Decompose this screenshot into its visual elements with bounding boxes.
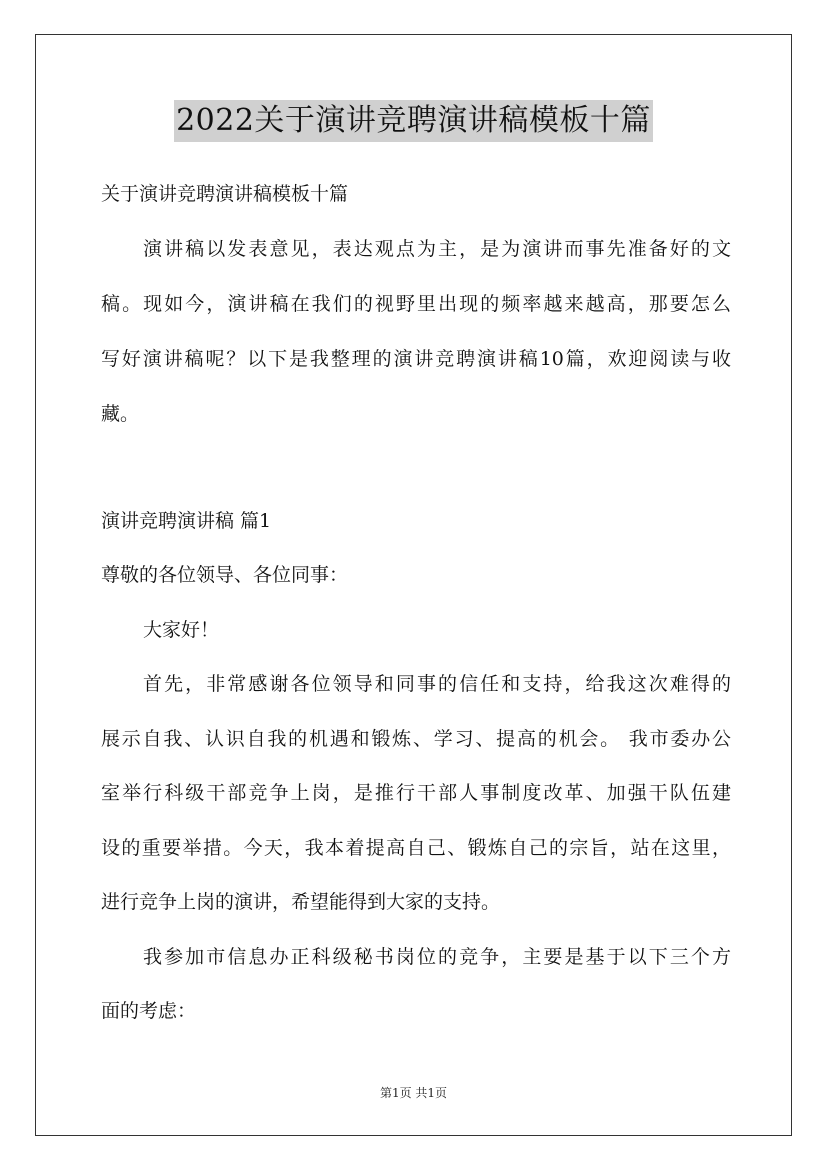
- paragraph-line: 藏。: [101, 403, 140, 425]
- subtitle-line: 关于演讲竞聘演讲稿模板十篇: [101, 183, 349, 205]
- paragraph-line: 演讲稿以发表意见，表达观点为主，是为演讲而事先准备好的文: [143, 238, 731, 260]
- section-heading: 演讲竞聘演讲稿 篇1: [101, 510, 272, 532]
- paragraph-line: 室举行科级干部竞争上岗，是推行干部人事制度改革、加强干队伍建: [101, 782, 731, 804]
- document-title: 2022关于演讲竞聘演讲稿模板十篇: [174, 100, 653, 142]
- paragraph-line: 稿。现如今，演讲稿在我们的视野里出现的频率越来越高，那要怎么: [101, 293, 731, 315]
- salutation-line: 尊敬的各位领导、各位同事：: [101, 564, 349, 586]
- greeting-line: 大家好！: [143, 619, 220, 641]
- paragraph-line: 进行竞争上岗的演讲，希望能得到大家的支持。: [101, 891, 501, 913]
- title-container: [0, 100, 827, 142]
- paragraph-line: 设的重要举措。今天，我本着提高自己、锻炼自己的宗旨，站在这里，: [101, 837, 731, 859]
- paragraph-line: 写好演讲稿呢？以下是我整理的演讲竞聘演讲稿10篇，欢迎阅读与收: [101, 348, 731, 370]
- page-footer: 第1页 共1页: [379, 1086, 448, 1100]
- paragraph-line: 我参加市信息办正科级秘书岗位的竞争，主要是基于以下三个方: [143, 946, 731, 968]
- paragraph-line: 面的考虑：: [101, 1000, 197, 1022]
- paragraph-line: 首先，非常感谢各位领导和同事的信任和支持，给我这次难得的: [143, 673, 731, 695]
- paragraph-line: 展示自我、认识自我的机遇和锻炼、学习、提高的机会。 我市委办公: [101, 728, 731, 750]
